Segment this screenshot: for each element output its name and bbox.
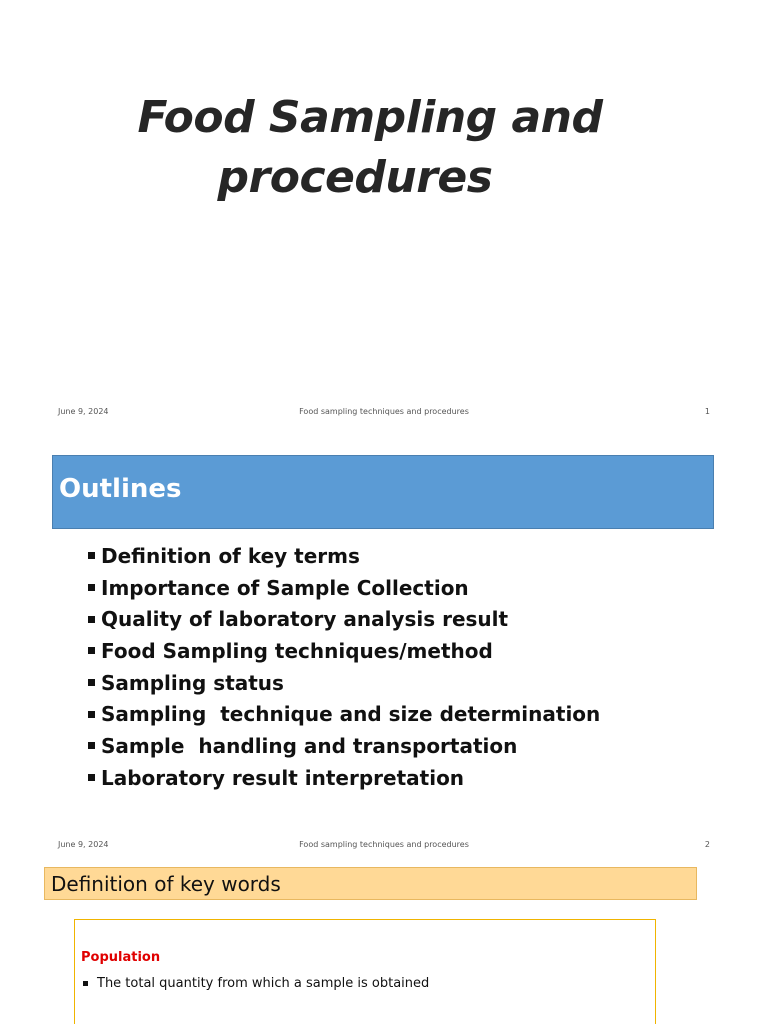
footer-title: Food sampling techniques and procedures — [299, 407, 469, 416]
outlines-heading: Outlines — [59, 474, 182, 504]
square-bullet-icon — [88, 616, 95, 623]
definitions-header-bar — [44, 867, 697, 900]
definitions-heading: Definition of key words — [51, 872, 281, 896]
list-item — [88, 603, 600, 635]
list-item — [88, 762, 600, 794]
outlines-header-bar — [52, 455, 714, 529]
list-item — [88, 635, 600, 667]
list-item-text: Importance of Sample Collection — [101, 575, 469, 600]
title-line-1: Food Sampling and — [137, 92, 603, 143]
term-name: Population — [81, 950, 161, 965]
list-item-text: Sampling technique and size determination — [101, 702, 601, 727]
footer-date: June 9, 2024 — [58, 407, 109, 416]
list-item — [88, 730, 600, 762]
list-item — [88, 572, 600, 604]
footer-date: June 9, 2024 — [58, 840, 109, 849]
term-definition-text: The total quantity from which a sample is obtained — [97, 976, 430, 991]
square-bullet-icon — [88, 584, 95, 591]
title-slide — [0, 0, 768, 432]
list-item-text: Sampling status — [101, 670, 284, 695]
square-bullet-icon — [88, 647, 95, 654]
term-definition — [83, 976, 429, 991]
square-bullet-icon — [83, 981, 88, 986]
square-bullet-icon — [88, 774, 95, 781]
outline-list — [88, 540, 600, 794]
title-line-2: procedures — [217, 152, 493, 203]
footer-page-number: 2 — [704, 840, 710, 849]
square-bullet-icon — [88, 679, 95, 686]
list-item-text: Laboratory result interpretation — [101, 765, 465, 790]
list-item-text: Food Sampling techniques/method — [101, 638, 493, 663]
footer-page-number: 1 — [704, 407, 710, 416]
definition-box — [74, 919, 656, 1024]
slide-2-footer — [58, 840, 710, 854]
list-item — [88, 698, 600, 730]
list-item-text: Quality of laboratory analysis result — [101, 607, 509, 632]
list-item-text: Sample handling and transportation — [101, 733, 518, 758]
list-item — [88, 667, 600, 699]
square-bullet-icon — [88, 742, 95, 749]
slide-1-footer — [58, 407, 710, 421]
footer-title: Food sampling techniques and procedures — [299, 840, 469, 849]
square-bullet-icon — [88, 552, 95, 559]
list-item-text: Definition of key terms — [101, 543, 360, 568]
list-item — [88, 540, 600, 572]
presentation-title — [100, 88, 640, 208]
square-bullet-icon — [88, 711, 95, 718]
